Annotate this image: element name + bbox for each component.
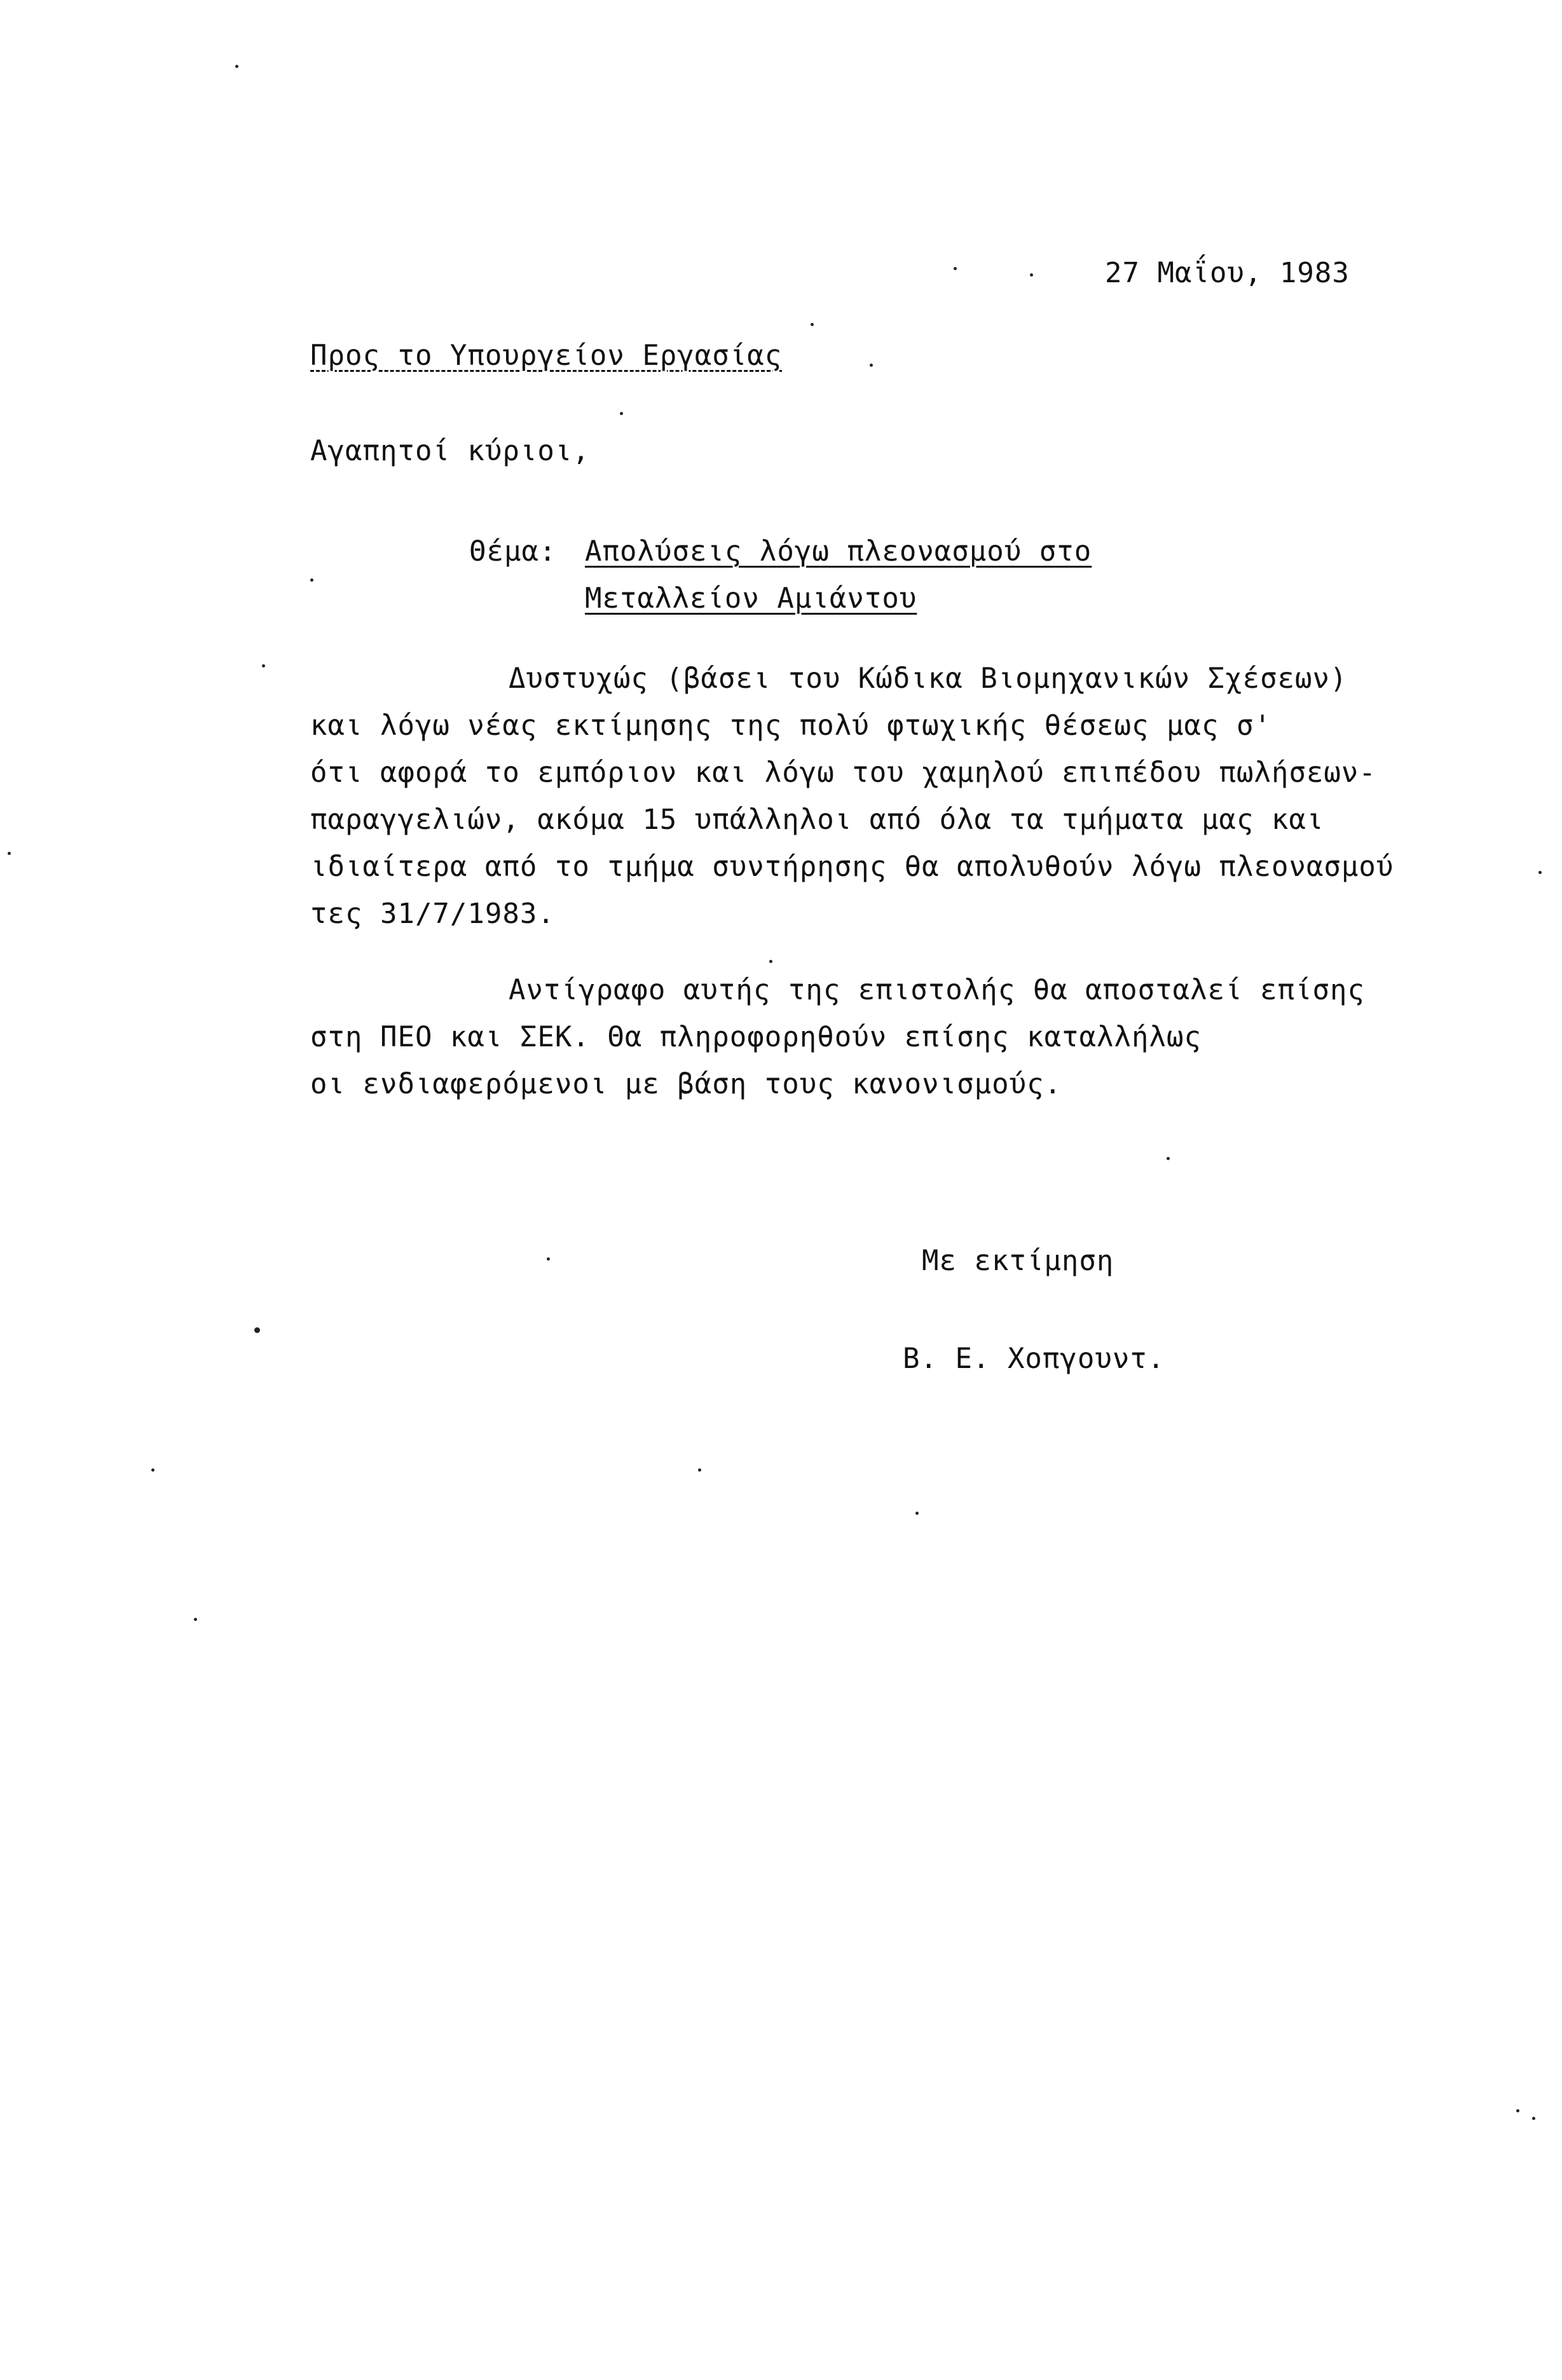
scan-speck [1516,2109,1519,2112]
scan-speck [235,65,238,68]
paragraph-2-line: στη ΠΕΟ και ΣΕΚ. Θα πληροφορηθούν επίσης καταλλήλως [310,1021,1202,1053]
scan-speck [1532,2117,1535,2120]
scan-speck [8,852,11,855]
scan-speck [310,578,313,582]
paragraph-1-line: Δυστυχώς (βάσει του Κώδικα Βιομηχανικών Σχέσεων) [509,662,1348,695]
scan-speck [1167,1157,1170,1160]
paragraph-1-line: τες 31/7/1983. [310,898,555,930]
paragraph-1-line: και λόγω νέας εκτίμησης της πολύ φτωχικής θέσεως μας σ' [310,709,1271,742]
paragraph-1-line: παραγγελιών, ακόμα 15 υπάλληλοι από όλα τα τμήματα μας και [310,804,1324,836]
paragraph-2-line: οι ενδιαφερόμενοι με βάση τους κανονισμούς. [310,1068,1062,1100]
subject-line-2: Μεταλλείον Αμιάντου [585,582,917,615]
recipient-line: Προς το Υπουργείον Εργασίας [310,339,783,372]
letter-date: 27 Μαΐου, 1983 [1105,257,1350,289]
subject-line-1: Απολύσεις λόγω πλεονασμού στο [585,535,1092,568]
scan-speck [698,1468,701,1472]
scan-speck [254,1327,260,1333]
scan-speck [547,1257,550,1261]
signature: Β. Ε. Χοπγουντ. [903,1343,1165,1375]
paragraph-2-line: Αντίγραφο αυτής της επιστολής θα αποσταλεί επίσης [509,974,1366,1006]
scan-speck [1030,273,1033,277]
scan-speck [954,267,957,270]
scan-speck [915,1512,919,1515]
scan-speck [870,364,873,367]
scan-speck [620,412,623,415]
scan-speck [151,1468,154,1472]
closing: Με εκτίμηση [922,1245,1114,1277]
paragraph-1-line: ότι αφορά το εμπόριον και λόγω του χαμηλού επιπέδου πωλήσεων- [310,756,1376,789]
scan-speck [769,960,772,963]
salutation: Αγαπητοί κύριοι, [310,435,590,467]
scan-speck [262,664,265,667]
scan-speck [194,1618,197,1621]
paragraph-1-line: ιδιαίτερα από το τμήμα συντήρησης θα απολυθούν λόγω πλεονασμού [310,851,1394,883]
scan-speck [811,323,814,326]
subject-label: Θέμα: [469,535,557,568]
scan-speck [1538,871,1542,874]
